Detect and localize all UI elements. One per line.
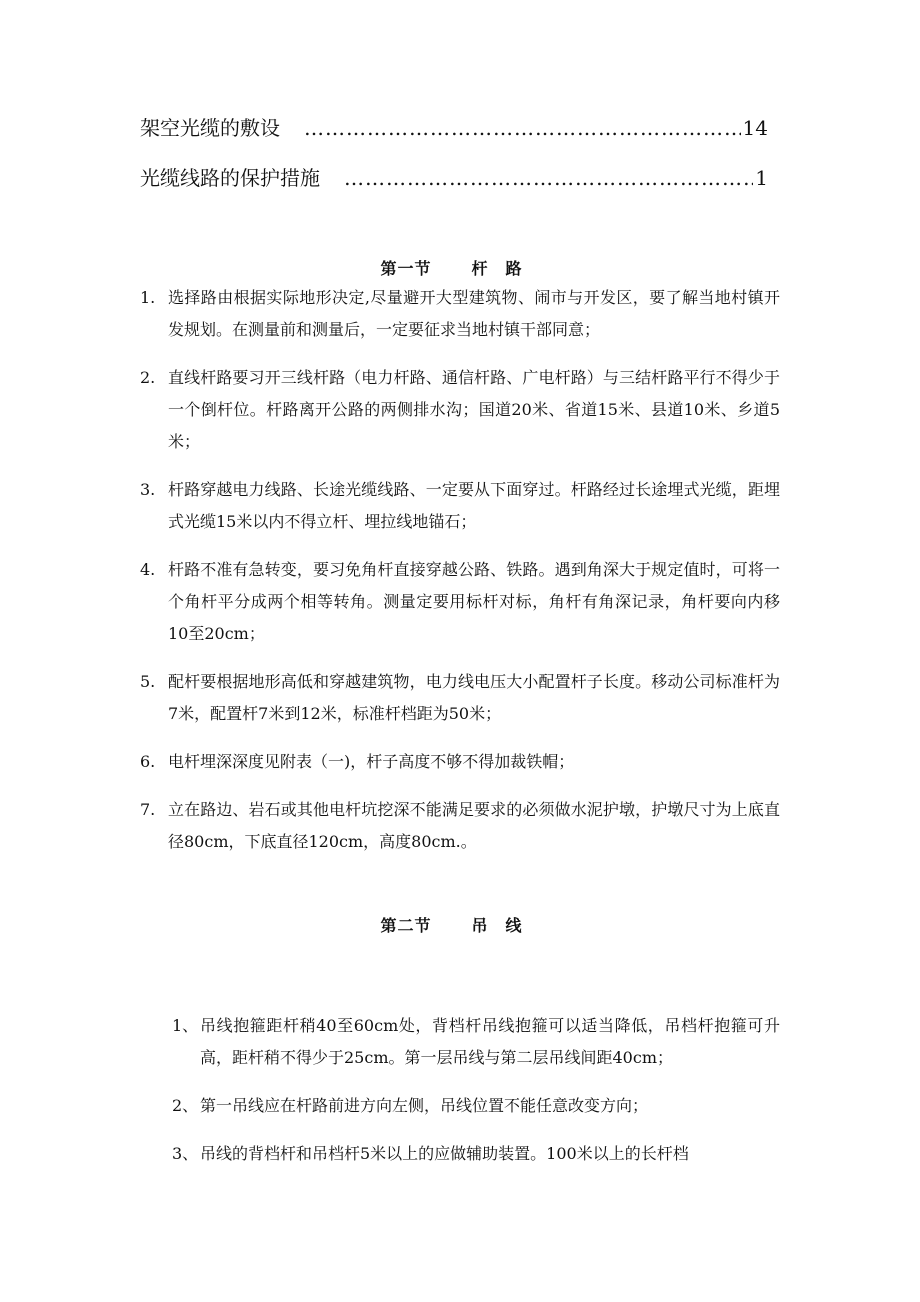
toc-entry[interactable] (140, 112, 768, 162)
list-item (172, 1090, 780, 1122)
item-number: 4. (140, 560, 156, 579)
list-item (140, 666, 780, 730)
section-label: 第一节 (380, 259, 432, 278)
section-title: 吊线 (471, 916, 540, 935)
section-heading (0, 913, 920, 936)
item-text: 杆路不准有急转变，要习免角杆直接穿越公路、铁路。遇到角深大于规定值时，可将一个角杆平分成两个相等转角。测量定要用标杆对标，角杆有角深记录，角杆要向内移10至20cm； (168, 560, 780, 643)
list-item (140, 474, 780, 538)
list-item (140, 282, 780, 346)
item-number: 6. (140, 752, 156, 771)
item-number: 7. (140, 800, 156, 819)
item-text: 杆路穿越电力线路、长途光缆线路、一定要从下面穿过。杆路经过长途埋式光缆，距埋式光缆15米以内不得立杆、埋拉线地锚石； (168, 480, 780, 531)
item-text: 电杆埋深深度见附表（一)，杆子高度不够不得加裁铁帽； (168, 752, 575, 771)
section-list (140, 282, 780, 874)
item-text: 立在路边、岩石或其他电杆坑挖深不能满足要求的必须做水泥护墩，护墩尺寸为上底直径80cm，下底直径120cm，高度80cm.。 (168, 800, 780, 851)
item-number: 2、 (172, 1096, 199, 1115)
list-item (140, 362, 780, 458)
toc-entry-title: 光缆线路的保护措施 (140, 166, 320, 190)
section-label: 第二节 (380, 916, 432, 935)
item-text: 吊线的背档杆和吊档杆5米以上的应做辅助装置。100米以上的长杆档 (200, 1144, 689, 1163)
item-number: 1、 (172, 1016, 199, 1035)
section-heading (0, 256, 920, 279)
item-text: 配杆要根据地形高低和穿越建筑物，电力线电压大小配置杆子长度。移动公司标准杆为7米，配置杆7米到12米，标准杆档距为50米； (168, 672, 780, 723)
toc-entry-page: 14 (742, 116, 768, 140)
list-item (140, 746, 780, 778)
toc-entry[interactable] (140, 162, 768, 212)
list-item (140, 794, 780, 858)
section-list (172, 1010, 780, 1186)
item-number: 5. (140, 672, 156, 691)
table-of-contents (140, 112, 768, 212)
list-item (172, 1010, 780, 1074)
toc-entry-page: 1 (755, 166, 768, 190)
item-text: 选择路由根据实际地形决定,尽量避开大型建筑物、闹市与开发区，要了解当地村镇开发规划。在测量前和测量后，一定要征求当地村镇干部同意； (168, 288, 780, 339)
item-number: 1. (140, 288, 156, 307)
list-item (172, 1138, 780, 1170)
toc-leader-dots (304, 116, 741, 140)
toc-entry-title: 架空光缆的敷设 (140, 116, 280, 140)
item-text: 直线杆路要习开三线杆路（电力杆路、通信杆路、广电杆路）与三结杆路平行不得少于一个倒杆位。杆路离开公路的两侧排水沟；国道20米、省道15米、县道10米、乡道5米； (168, 368, 780, 451)
item-text: 吊线抱箍距杆稍40至60cm处，背档杆吊线抱箍可以适当降低，吊档杆抱箍可升高，距杆稍不得少于25cm。第一层吊线与第二层吊线间距40cm； (200, 1016, 780, 1067)
item-number: 3. (140, 480, 156, 499)
toc-leader-dots (344, 166, 753, 190)
item-number: 3、 (172, 1144, 199, 1163)
item-number: 2. (140, 368, 156, 387)
list-item (140, 554, 780, 650)
item-text: 第一吊线应在杆路前进方向左侧，吊线位置不能任意改变方向； (200, 1096, 649, 1115)
section-title: 杆路 (471, 259, 540, 278)
